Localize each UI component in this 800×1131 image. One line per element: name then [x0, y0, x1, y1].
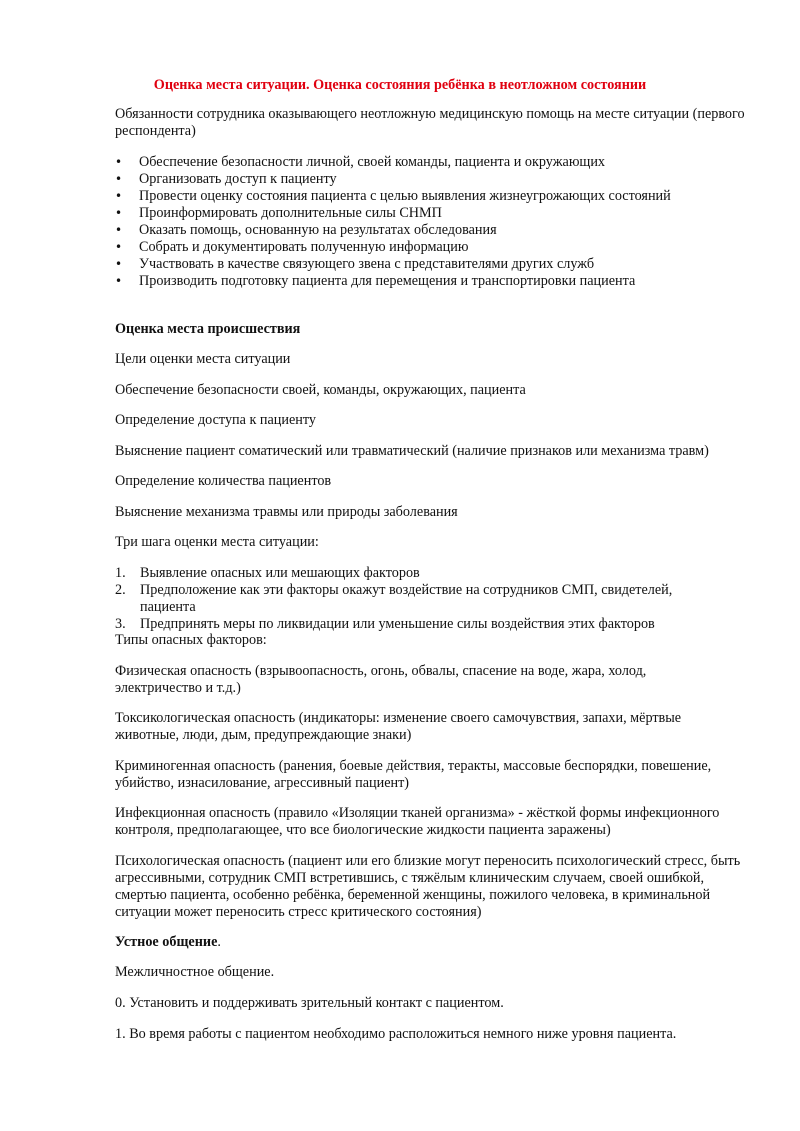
- list-item: • Производить подготовку пациента для перемещения и транспортировки пациента: [115, 273, 636, 289]
- goal-paragraph: Обеспечение безопасности своей, команды, окружающих, пациента: [115, 382, 526, 398]
- bullet-icon: •: [115, 274, 123, 288]
- hazard-paragraph: Инфекционная опасность (правило «Изоляции тканей организма» - жёсткой формы инфекционного контроля, предполагающее, что все биологические жидкости пациента заражены): [115, 805, 720, 838]
- bullet-icon: •: [115, 206, 123, 220]
- list-item: • Участвовать в качестве связующего звена с представителями других служб: [115, 256, 595, 272]
- document-title: Оценка места ситуации. Оценка состояния ребёнка в неотложном состоянии: [153, 77, 647, 93]
- list-item: • Оказать помощь, основанную на результатах обследования: [115, 222, 497, 238]
- rule-paragraph: 1. Во время работы с пациентом необходимо расположиться немного ниже уровня пациента.: [115, 1026, 677, 1042]
- hazard-paragraph: Криминогенная опасность (ранения, боевые действия, теракты, массовые беспорядки, повешение, убийство, изнасилование, агрессивный пациент): [115, 758, 712, 791]
- goals-heading: Цели оценки места ситуации: [115, 351, 291, 367]
- interpersonal-paragraph: Межличностное общение.: [115, 964, 275, 980]
- bullet-icon: •: [115, 172, 123, 186]
- hazard-types-heading: Типы опасных факторов:: [115, 632, 267, 648]
- steps-list: [115, 565, 745, 633]
- bullet-icon: •: [115, 240, 123, 254]
- list-item: • Проинформировать дополнительные силы СНМП: [115, 205, 442, 221]
- list-item: 3. Предпринять меры по ликвидации или уменьшение силы воздействия этих факторов: [115, 616, 655, 632]
- hazard-paragraph: Токсикологическая опасность (индикаторы: изменение своего самочувствия, запахи, мёртвые животные, люди, дым, предупреждающие знаки): [115, 710, 682, 743]
- section-heading-oral-communication: Устное общение.: [115, 934, 221, 950]
- goal-paragraph: Выяснение механизма травмы или природы заболевания: [115, 504, 458, 520]
- goal-paragraph: Выяснение пациент соматический или травматический (наличие признаков или механизма травм): [115, 443, 709, 459]
- list-item: • Обеспечение безопасности личной, своей команды, пациента и окружающих: [115, 154, 606, 170]
- list-item: • Собрать и документировать полученную информацию: [115, 239, 469, 255]
- bullet-icon: •: [115, 223, 123, 237]
- steps-heading: Три шага оценки места ситуации:: [115, 534, 319, 550]
- bullet-icon: •: [115, 189, 123, 203]
- goal-paragraph: Определение количества пациентов: [115, 473, 332, 489]
- hazard-paragraph: Психологическая опасность (пациент или его близкие могут переносить психологический стресс, быть агрессивными, сотрудник СМП встретившись, с тяжёлым клиническим случаем, своей ошибкой, смертью пациента, особенно ребёнка, беременной женщины, пожилого человека, в криминальной ситуации может переносить стресс критического состояния): [115, 853, 741, 920]
- list-item: • Провести оценку состояния пациента с целью выявления жизнеугрожающих состояний: [115, 188, 671, 204]
- bullet-icon: •: [115, 257, 123, 271]
- list-item: 1. Выявление опасных или мешающих факторов: [115, 565, 420, 581]
- section-heading-scene-assessment: Оценка места происшествия: [115, 321, 301, 337]
- list-item: • Организовать доступ к пациенту: [115, 171, 337, 187]
- intro-paragraph: Обязанности сотрудника оказывающего неотложную медицинскую помощь на месте ситуации (первого респондента): [115, 106, 745, 139]
- bullet-icon: •: [115, 155, 123, 169]
- goal-paragraph: Определение доступа к пациенту: [115, 412, 316, 428]
- list-item: 2. Предположение как эти факторы окажут воздействие на сотрудников СМП, свидетелей, пациента: [115, 582, 673, 615]
- rule-paragraph: 0. Установить и поддерживать зрительный контакт с пациентом.: [115, 995, 504, 1011]
- hazard-paragraph: Физическая опасность (взрывоопасность, огонь, обвалы, спасение на воде, жара, холод, электричество и т.д.): [115, 663, 647, 696]
- duties-list: [115, 154, 745, 290]
